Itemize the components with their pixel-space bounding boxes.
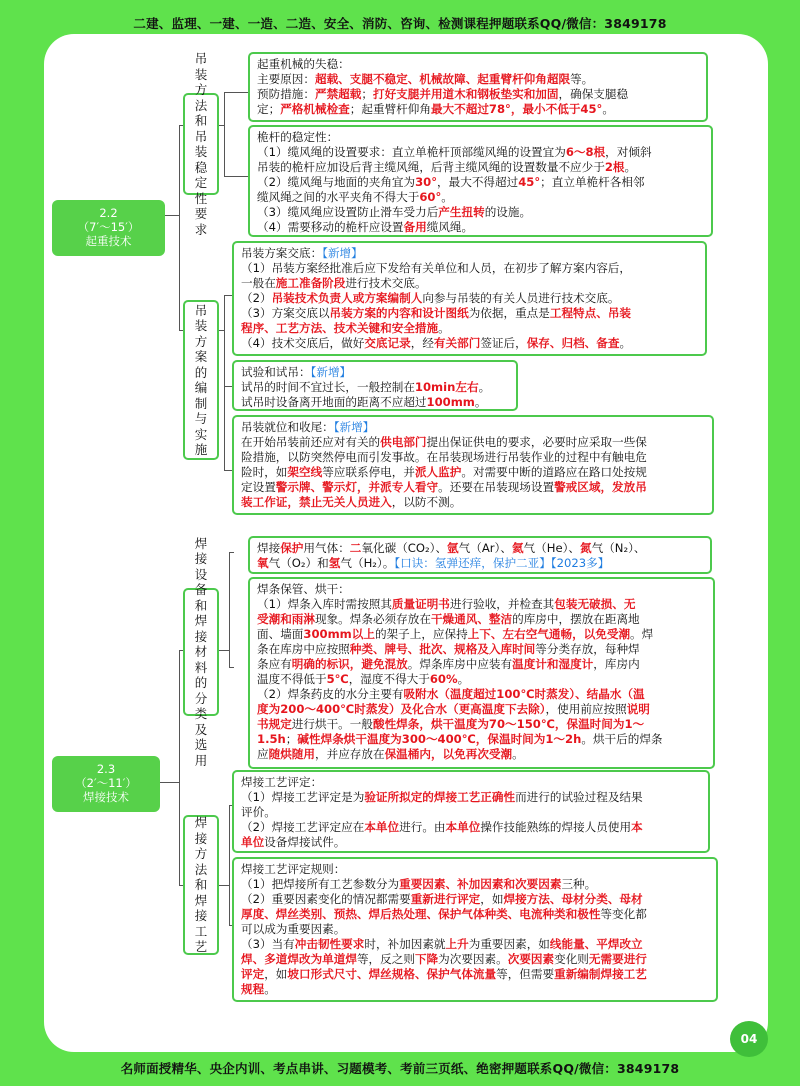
text-segment: （3）方案交底以 (241, 306, 330, 320)
text-segment: （4）技术交底后，做好 (241, 336, 365, 350)
text-segment: 进行。由 (399, 820, 446, 834)
key-point: 打好支腿并用道木和钢板垫实和加固 (372, 87, 559, 101)
key-point: 300mm以上 (303, 627, 375, 641)
text-line (241, 775, 702, 790)
text-segment: 桅杆的稳定性： (257, 130, 339, 144)
text-segment: 焊接 (257, 541, 281, 555)
connector (219, 650, 229, 651)
key-point: 上下、左右空气通畅，以免受潮 (467, 627, 631, 641)
text-line (241, 907, 710, 922)
text-segment: ，以防不测。 (391, 495, 462, 509)
text-segment: ，库房内 (593, 657, 640, 671)
text-segment: 试验和试吊： (241, 365, 311, 379)
text-line (241, 435, 706, 450)
key-point: 评定 (241, 967, 265, 981)
text-line (241, 862, 710, 877)
text-segment: 。 (624, 160, 637, 174)
text-segment: 。对需要中断的道路应在路口处按规 (461, 465, 647, 479)
key-point: 严禁超载 (314, 87, 362, 101)
key-point: 温度计和湿度计 (512, 657, 594, 671)
key-point: 施工准备阶段 (275, 276, 346, 290)
box-mast-stability (248, 125, 713, 237)
key-point: 焊接方法、母材分类、母材 (503, 892, 643, 906)
text-line (257, 747, 707, 762)
text-line (257, 672, 707, 687)
text-segment: 可以成为重要因素。 (241, 922, 346, 936)
key-point: 1.5h (257, 732, 286, 746)
connector (224, 176, 248, 177)
connector (160, 782, 179, 783)
text-segment: ，确保支腿稳 (558, 87, 629, 101)
topic-number: 2.3 (96, 762, 116, 776)
text-segment: 吊装方案交底： (241, 246, 323, 260)
text-line (241, 321, 699, 336)
text-segment: 为依据，重点是 (468, 306, 550, 320)
key-point: 厚度、焊丝类别、预热、焊后热处理、保护气体种类、电流种类和极性 (241, 907, 601, 921)
text-segment: 提出保证供电的要求，必要时应采取一些保 (426, 435, 647, 449)
text-segment: 操作技能熟练的焊接人员使用 (480, 820, 632, 834)
key-point: 氦 (511, 541, 524, 555)
page-number-badge: 04 (730, 1021, 768, 1057)
text-segment: （2）焊条药皮的水分主要有 (257, 687, 404, 701)
key-point: 无需要进行 (588, 952, 647, 966)
text-line (241, 495, 706, 510)
text-segment: 现象。焊条必须存放在 (314, 612, 431, 626)
text-segment: 用气体： (303, 541, 350, 555)
connector (229, 805, 230, 925)
key-point: 派人监护 (414, 465, 462, 479)
text-line (241, 805, 702, 820)
subtopic-welding-process (183, 815, 219, 955)
subtopic-label: 焊接设备和焊接材料的分类及选用 (194, 535, 208, 768)
key-point: 警示牌、警示灯，并派专人看守 (275, 480, 439, 494)
text-segment: 。 (512, 747, 524, 761)
key-point: 保护 (280, 541, 304, 555)
text-segment: 而进行的试验过程及结果 (515, 790, 643, 804)
text-line (241, 952, 710, 967)
topic-title: 起重技术 (85, 234, 132, 248)
text-line (241, 336, 699, 351)
text-segment: 。 (619, 336, 632, 350)
box-shielding-gas (248, 536, 712, 574)
text-segment: 签证后， (480, 336, 527, 350)
text-segment: 条应有 (257, 657, 292, 671)
text-segment: （3）缆风绳应设置防止滑车受力后 (257, 205, 439, 219)
text-segment: ，对倾斜 (605, 145, 652, 159)
text-segment: 缆风绳之间的水平夹角不得大于 (257, 190, 420, 204)
text-segment: 面、墙面 (257, 627, 304, 641)
text-segment: （2）缆风绳与地面的夹角宜为 (257, 175, 416, 189)
key-point: 保温桶内，以免再次受潮 (384, 747, 513, 761)
text-segment: 。还要在吊装现场设置 (438, 480, 555, 494)
text-segment: 。 (457, 672, 470, 686)
key-point: 上升 (445, 937, 469, 951)
text-segment: 向参与吊装的有关人员进行技术交底。 (422, 291, 620, 305)
text-segment: 等，但需要 (496, 967, 555, 981)
key-point: 氢 (328, 556, 341, 570)
text-segment: 气（N₂）、 (591, 541, 646, 555)
key-point: 二 (349, 541, 362, 555)
text-line (257, 732, 707, 747)
footer-banner: 名师面授精华、央企内训、考点串讲、习题模考、考前三页纸、绝密押题联系QQ/微信：3849178 (120, 1061, 680, 1076)
key-point: 备用 (403, 220, 427, 234)
text-line (241, 291, 699, 306)
text-line (241, 261, 699, 276)
key-point: 装工作证，禁止无关人员进入 (241, 495, 392, 509)
text-segment: ； (285, 732, 298, 746)
text-line (257, 205, 705, 220)
text-segment: 。 (264, 982, 276, 996)
text-segment: ，湿度不得大于 (348, 672, 430, 686)
tag-label: 【口诀：氢弹还痒，保护二亚】【2023多】 (394, 556, 610, 570)
text-segment: 。 (478, 380, 491, 394)
text-segment: 吊装就位和收尾： (241, 420, 334, 434)
text-segment: 评价。 (241, 805, 276, 819)
box-crane-instability (248, 52, 708, 122)
text-line (241, 790, 702, 805)
text-segment: ； (361, 87, 373, 101)
text-segment: 条在库房中应按照 (257, 642, 350, 656)
text-line (257, 102, 700, 117)
text-line (257, 145, 705, 160)
text-segment: 一般在 (241, 276, 276, 290)
text-segment: 三种。 (561, 877, 597, 891)
text-line (257, 87, 700, 102)
text-segment: 等，反之则 (356, 952, 415, 966)
text-segment: 焊接工艺评定规则： (241, 862, 346, 876)
text-segment: 的架子上，应保持 (374, 627, 468, 641)
key-point: 说明 (626, 702, 650, 716)
text-line (241, 420, 706, 435)
key-point: 包装无破损、无 (554, 597, 636, 611)
text-segment: 进行烘干。一般 (291, 717, 373, 731)
text-segment: 定； (257, 102, 281, 116)
topic-title: 焊接技术 (83, 790, 129, 804)
key-point: 氮 (579, 541, 592, 555)
text-segment: 试吊时设备离开地面的距离不应超过 (241, 395, 427, 409)
text-segment: 时，补加因素就 (364, 937, 446, 951)
connector (179, 125, 180, 330)
text-segment: 。焊条库房中应装有 (407, 657, 513, 671)
subtopic-label: 焊接方法和焊接工艺 (194, 815, 208, 955)
text-segment: 焊接工艺评定： (241, 775, 323, 789)
topic-score-range: （7′～15′） (77, 220, 140, 234)
text-segment: 气（O₂）和 (268, 556, 329, 570)
key-point: 保存、归档、备查 (526, 336, 620, 350)
key-point: 次要因素 (507, 952, 555, 966)
text-line (257, 687, 707, 702)
connector (219, 125, 224, 126)
text-segment: 应 (257, 747, 269, 761)
text-line (257, 597, 707, 612)
subtopic-welding-equipment (183, 535, 219, 768)
box-electrode-storage (248, 577, 715, 769)
key-point: 吸附水（温度超过100℃时蒸发）、结晶水（温 (403, 687, 645, 701)
text-segment: 变化则 (554, 952, 589, 966)
text-segment: 险措施，以防突然停电而引发事故。在吊装现场进行吊装作业的过程中有触电危 (241, 450, 647, 464)
connector (165, 215, 179, 216)
text-line (241, 306, 699, 321)
text-segment: ，如 (264, 967, 288, 981)
text-segment: 氧化碳（CO₂）、 (361, 541, 448, 555)
key-point: 100mm (426, 395, 475, 409)
text-line (241, 982, 710, 997)
key-point: 质量证明书 (391, 597, 450, 611)
key-point: 随烘随用 (268, 747, 315, 761)
key-point: 程序、工艺方法、技术关键和安全措施 (241, 321, 439, 335)
text-segment: 试吊的时间不宜过长，一般控制在 (241, 380, 415, 394)
key-point: 产生扭转 (438, 205, 485, 219)
text-line (241, 835, 702, 850)
key-point: 吊装技术负责人或方案编制人 (271, 291, 423, 305)
key-point: 工程特点、吊装 (549, 306, 632, 320)
tag-label: 【新增】 (333, 420, 375, 434)
text-line (257, 717, 707, 732)
text-line (241, 365, 510, 380)
text-line (257, 160, 705, 175)
key-point: 重要因素、补加因素和次要因素 (399, 877, 562, 891)
key-point: 供电部门 (380, 435, 427, 449)
key-point: 30° (415, 175, 438, 189)
box-lifting-plan-briefing (232, 241, 707, 356)
text-line (257, 627, 707, 642)
tag-label: 【新增】 (310, 365, 352, 379)
text-line (257, 130, 705, 145)
key-point: 规程 (241, 982, 265, 996)
text-segment: 气（H₂）。 (340, 556, 395, 570)
text-segment: 的设施。 (484, 205, 532, 219)
text-line (257, 175, 705, 190)
text-line (257, 642, 707, 657)
text-line (241, 480, 706, 495)
key-point: 吊装方案的内容和设计图纸 (329, 306, 469, 320)
text-line (241, 276, 699, 291)
text-line (241, 246, 699, 261)
key-point: 5℃ (326, 672, 349, 686)
text-line (241, 937, 710, 952)
key-point: 重新编制焊接工艺 (554, 967, 647, 981)
text-segment: 温度不得低于 (257, 672, 327, 686)
text-segment: 为次要因素。 (438, 952, 508, 966)
key-point: 焊、多道焊改为单道焊 (241, 952, 357, 966)
text-line (257, 582, 707, 597)
text-segment: （2） (241, 291, 272, 305)
text-line (257, 612, 707, 627)
text-segment: ；直立单桅杆各相邻 (540, 175, 645, 189)
text-segment: 气（Ar）、 (458, 541, 512, 555)
connector (224, 295, 225, 470)
text-segment: 为重要因素，如 (468, 937, 550, 951)
key-point: 交底记录 (364, 336, 411, 350)
key-point: 冲击韧性要求 (294, 937, 365, 951)
topic-welding-technology (52, 756, 160, 812)
key-point: 本单位 (445, 820, 481, 834)
text-segment: 等分类存放，每种焊 (535, 642, 640, 656)
topic-score-range: （2′～11′） (75, 776, 137, 790)
text-segment: 气（He）、 (523, 541, 580, 555)
text-segment: （1）焊接工艺评定是为 (241, 790, 365, 804)
key-point: 本 (631, 820, 643, 834)
text-segment: ；起重臂杆仰角 (349, 102, 431, 116)
header-banner: 二建、监理、一建、一造、二造、安全、消防、咨询、检测课程押题联系QQ/微信：3849178 (133, 16, 667, 31)
connector (224, 92, 248, 93)
text-segment: ，经 (410, 336, 434, 350)
text-segment: 。焊 (630, 627, 654, 641)
text-line (257, 57, 700, 72)
text-segment: 吊装的桅杆应加设后背主缆风绳，后背主缆风绳的设置数量不应少于 (257, 160, 605, 174)
text-segment: 起重机械的失稳： (257, 57, 350, 71)
text-segment: 。 (602, 102, 614, 116)
text-segment: （1）吊装方案经批准后应下发给有关单位和人员，在初步了解方案内容后， (241, 261, 631, 275)
key-point: 受潮和雨淋 (257, 612, 315, 626)
box-trial-lifting (232, 360, 518, 411)
text-segment: ，并应存放在 (315, 747, 385, 761)
connector (219, 885, 229, 886)
key-point: 10min左右 (414, 380, 479, 394)
text-line (257, 190, 705, 205)
text-segment: （4）需要移动的桅杆应设置 (257, 220, 404, 234)
text-segment: （1）缆风绳的设置要求：直立单桅杆顶部缆风绳的设置宜为 (257, 145, 566, 159)
key-point: 警戒区域，发放吊 (554, 480, 647, 494)
text-segment: 。烘干后的焊条 (581, 732, 663, 746)
key-point: 酸性焊条，烘干温度为70～150℃，保温时间为1～ (372, 717, 645, 731)
key-point: 氩 (447, 541, 459, 555)
text-segment: 。 (474, 395, 487, 409)
text-line (257, 541, 704, 556)
subtopic-label: 吊装方案的编制与实施 (194, 302, 208, 457)
topic-number: 2.2 (99, 206, 118, 220)
key-point: 45° (518, 175, 541, 189)
key-point: 下降 (414, 952, 439, 966)
text-segment: 主要原因： (257, 72, 315, 86)
key-point: 严格机械检查 (280, 102, 350, 116)
key-point: 线能量、平焊改立 (549, 937, 643, 951)
key-point: 度为200～400℃时蒸发）及化合水（更高温度下去除） (257, 702, 546, 716)
text-segment: 。 (438, 321, 450, 335)
key-point: 本单位 (364, 820, 400, 834)
key-point: 种类、牌号、批次、规格及入库时间 (349, 642, 536, 656)
key-point: 氧 (257, 556, 269, 570)
text-segment: 预防措施： (257, 87, 315, 101)
connector (229, 667, 234, 668)
text-line (241, 395, 510, 410)
key-point: 2根 (604, 160, 625, 174)
subtopic-lifting-plan (183, 300, 219, 460)
key-point: 60% (429, 672, 458, 686)
text-segment: 的库房中，摆放在距离地 (512, 612, 640, 626)
key-point: 书规定 (257, 717, 292, 731)
text-segment: 等变化都 (600, 907, 647, 921)
key-point: 60° (419, 190, 442, 204)
text-segment: ，使用前应按照 (545, 702, 627, 716)
text-line (241, 380, 510, 395)
connector (224, 92, 225, 176)
text-segment: （2）重要因素变化的情况都需要 (241, 892, 411, 906)
connector (229, 552, 234, 553)
text-segment: 。 (441, 190, 453, 204)
text-segment: 在开始吊装前还应对有关的 (241, 435, 381, 449)
connector (219, 330, 224, 331)
key-point: 最大不超过78°，最小不低于45° (430, 102, 603, 116)
text-line (241, 922, 710, 937)
text-line (241, 450, 706, 465)
key-point: 碱性焊条烘干温度为300～400℃，保温时间为1～2h (297, 732, 582, 746)
text-line (241, 892, 710, 907)
text-segment: 进行验收，并检查其 (449, 597, 555, 611)
text-line (257, 72, 700, 87)
text-segment: 定设置 (241, 480, 276, 494)
key-point: 明确的标识，避免混放 (291, 657, 408, 671)
subtopic-label: 吊装方法和吊装稳定性要求 (194, 51, 208, 237)
text-segment: ，最大不得超过 (437, 175, 519, 189)
text-line (241, 465, 706, 480)
text-line (257, 556, 704, 571)
key-point: 架空线 (287, 465, 323, 479)
text-segment: （2）焊接工艺评定应在 (241, 820, 365, 834)
connector (229, 552, 230, 667)
text-segment: 进行技术交底。 (345, 276, 427, 290)
text-segment: 险时，如 (241, 465, 288, 479)
key-point: 超载、支腿不稳定、机械故障、起重臂杆仰角超限 (314, 72, 571, 86)
text-segment: 缆风绳。 (426, 220, 474, 234)
text-segment: （1）把焊接所有工艺参数分为 (241, 877, 400, 891)
box-qualification-rules (232, 857, 718, 1002)
text-segment: （3）当有 (241, 937, 295, 951)
key-point: 验证所拟定的焊接工艺正确性 (364, 790, 516, 804)
text-line (241, 877, 710, 892)
key-point: 有关部门 (433, 336, 481, 350)
text-segment: 焊条保管、烘干： (257, 582, 350, 596)
text-line (257, 220, 705, 235)
key-point: 坡口形式尺寸、焊丝规格、保护气体流量 (287, 967, 497, 981)
tag-label: 【新增】 (322, 246, 363, 260)
text-line (257, 702, 707, 717)
text-line (241, 820, 702, 835)
text-segment: ，如 (480, 892, 504, 906)
text-segment: （1）焊条入库时需按照其 (257, 597, 392, 611)
key-point: 重新进行评定 (410, 892, 481, 906)
key-point: 6～8根 (565, 145, 606, 159)
box-lifting-placement (232, 415, 714, 515)
text-segment: 设备焊接试件。 (264, 835, 346, 849)
text-line (241, 967, 710, 982)
text-segment: 等。 (570, 72, 594, 86)
connector (179, 650, 180, 885)
subtopic-lifting-methods (183, 51, 219, 237)
key-point: 干燥通风、整洁 (430, 612, 513, 626)
topic-lifting-technology (52, 200, 165, 256)
box-welding-procedure-qualification (232, 770, 710, 853)
text-segment: 等应联系停电，并 (322, 465, 415, 479)
key-point: 单位 (241, 835, 265, 849)
text-line (257, 657, 707, 672)
